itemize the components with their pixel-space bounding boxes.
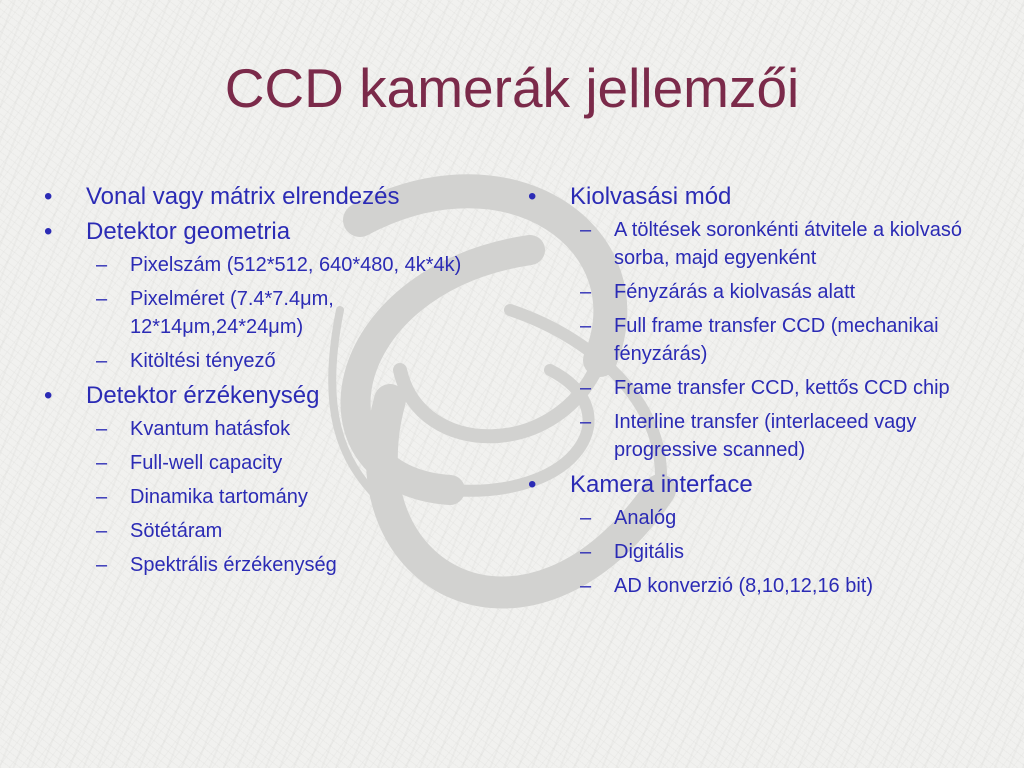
- list-item: [528, 182, 978, 464]
- sub-list-item: [570, 278, 978, 306]
- sub-list-item: [86, 551, 484, 579]
- dash-icon: –: [96, 350, 108, 372]
- sub-bullet-text: Pixelszám (512*512, 640*480, 4k*4k): [130, 254, 462, 276]
- list-item: [44, 381, 484, 579]
- sub-list-item: [570, 216, 978, 272]
- dash-icon: –: [96, 486, 108, 508]
- bullet-icon: •: [44, 218, 53, 245]
- sub-bullet-text: Interline transfer (interlaceed vagy progressive scanned): [614, 411, 917, 461]
- dash-icon: –: [580, 377, 592, 399]
- dash-icon: –: [96, 418, 108, 440]
- sub-bullet-text: A töltések soronkénti átvitele a kiolvasó sorba, majd egyenként: [614, 219, 962, 269]
- sub-bullet-text: Analóg: [614, 507, 677, 529]
- list-item: [44, 182, 484, 211]
- left-column: [44, 182, 484, 585]
- dash-icon: –: [580, 411, 592, 433]
- sub-list-item: [570, 374, 978, 402]
- left-bullet-list: [44, 182, 484, 579]
- sub-bullet-list: [570, 216, 978, 464]
- sub-bullet-text: Dinamika tartomány: [130, 486, 308, 508]
- dash-icon: –: [580, 219, 592, 241]
- list-item: [528, 470, 978, 600]
- dash-icon: –: [96, 452, 108, 474]
- bullet-text: Detektor geometria: [86, 218, 291, 245]
- sub-bullet-text: Sötétáram: [130, 520, 223, 542]
- sub-bullet-text: Spektrális érzékenység: [130, 554, 337, 576]
- sub-bullet-text: Kitöltési tényező: [130, 350, 276, 372]
- sub-list-item: [570, 538, 978, 566]
- sub-list-item: [570, 312, 978, 368]
- sub-list-item: [570, 504, 978, 532]
- sub-list-item: [570, 572, 978, 600]
- dash-icon: –: [580, 541, 592, 563]
- sub-list-item: [86, 347, 484, 375]
- sub-list-item: [86, 517, 484, 545]
- sub-list-item: [86, 483, 484, 511]
- list-item: [44, 217, 484, 375]
- sub-bullet-text: Pixelméret (7.4*7.4μm, 12*14μm,24*24μm): [130, 288, 334, 338]
- sub-bullet-text: Digitális: [614, 541, 685, 563]
- sub-bullet-list: [570, 504, 978, 600]
- right-bullet-list: [528, 182, 978, 600]
- sub-bullet-text: Full frame transfer CCD (mechanikai fényzárás): [614, 315, 939, 365]
- sub-list-item: [86, 251, 484, 279]
- bullet-text: Vonal vagy mátrix elrendezés: [86, 183, 400, 210]
- dash-icon: –: [580, 281, 592, 303]
- bullet-text: Detektor érzékenység: [86, 382, 320, 409]
- sub-list-item: [570, 408, 978, 464]
- dash-icon: –: [96, 254, 108, 276]
- sub-list-item: [86, 415, 484, 443]
- right-column: [528, 182, 978, 606]
- sub-list-item: [86, 449, 484, 477]
- slide-title: CCD kamerák jellemzői: [224, 57, 800, 119]
- bullet-text: Kiolvasási mód: [570, 183, 732, 210]
- dash-icon: –: [580, 507, 592, 529]
- sub-bullet-text: Kvantum hatásfok: [130, 418, 291, 440]
- sub-bullet-text: Full-well capacity: [130, 452, 283, 474]
- sub-bullet-text: Fényzárás a kiolvasás alatt: [614, 281, 856, 303]
- bullet-icon: •: [528, 471, 537, 498]
- sub-list-item: [86, 285, 484, 341]
- sub-bullet-text: AD konverzió (8,10,12,16 bit): [614, 575, 874, 597]
- sub-bullet-list: [86, 415, 484, 579]
- bullet-icon: •: [528, 183, 537, 210]
- bullet-icon: •: [44, 183, 53, 210]
- bullet-icon: •: [44, 382, 53, 409]
- sub-bullet-text: Frame transfer CCD, kettős CCD chip: [614, 377, 950, 399]
- bullet-text: Kamera interface: [570, 471, 753, 498]
- dash-icon: –: [580, 575, 592, 597]
- sub-bullet-list: [86, 251, 484, 375]
- dash-icon: –: [96, 288, 108, 310]
- dash-icon: –: [96, 554, 108, 576]
- dash-icon: –: [580, 315, 592, 337]
- dash-icon: –: [96, 520, 108, 542]
